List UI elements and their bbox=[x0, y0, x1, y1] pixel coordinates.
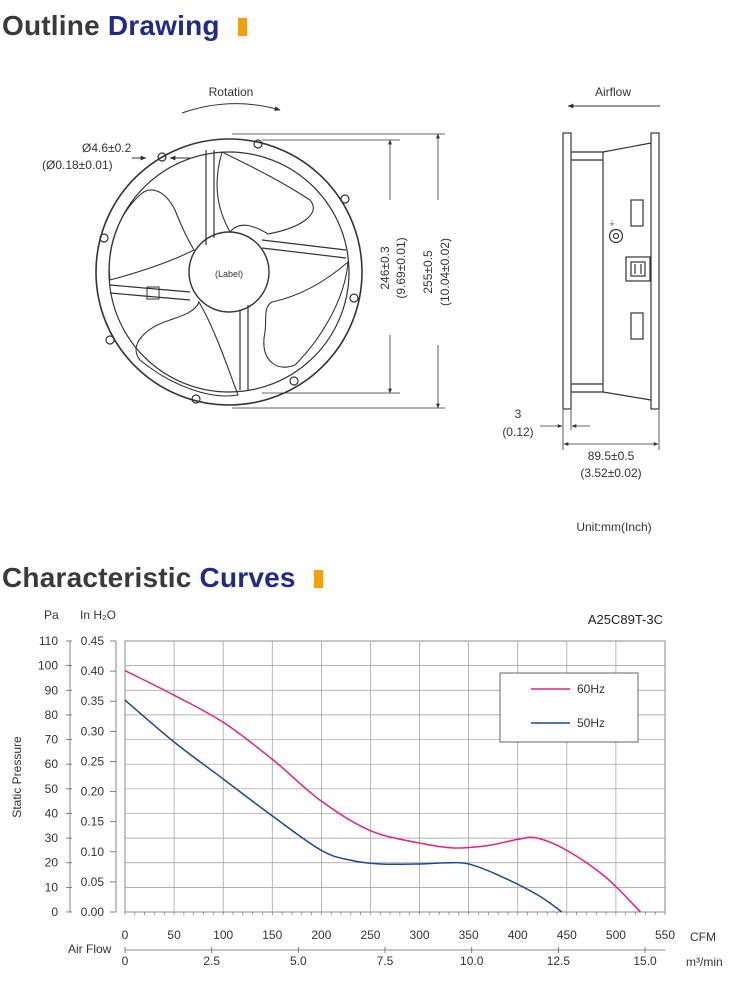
characteristic-chart bbox=[0, 600, 750, 1000]
title-word-1: Outline bbox=[2, 10, 100, 41]
x-tick-label-cfm: 100 bbox=[213, 928, 234, 942]
y-tick-label-inh2o: 0.30 bbox=[80, 724, 104, 739]
y-tick-label-pa: 110 bbox=[38, 634, 58, 648]
y-tick-label-inh2o: 0.45 bbox=[80, 634, 104, 648]
x-tick-label-cfm: 0 bbox=[121, 928, 129, 942]
x-unit-cfm: CFM bbox=[690, 930, 716, 944]
outer-dim-in: (10.04±0.02) bbox=[438, 238, 452, 306]
title-word-1: Characteristic bbox=[2, 562, 192, 593]
characteristic-curves-title bbox=[2, 562, 323, 594]
x-tick-label-m3: 15.0 bbox=[633, 954, 657, 968]
x-tick-label-cfm: 300 bbox=[409, 928, 430, 942]
legend-label-50hz: 50Hz bbox=[577, 716, 606, 730]
y-tick-label-inh2o: 0.00 bbox=[80, 905, 104, 919]
y-tick-label-inh2o: 0.25 bbox=[80, 754, 104, 769]
y-tick-label-pa: 10 bbox=[44, 880, 58, 895]
y-tick-label-pa: 70 bbox=[44, 732, 58, 747]
x-tick-label-cfm: 500 bbox=[605, 928, 626, 942]
rotation-arrow bbox=[182, 104, 280, 113]
y-unit-inh2o: In H₂O bbox=[80, 608, 116, 622]
y-tick-label-inh2o: 0.05 bbox=[80, 874, 104, 889]
y-unit-pa: Pa bbox=[44, 608, 59, 622]
x-tick-label-m3: 12.5 bbox=[546, 954, 571, 968]
depth-in: (3.52±0.02) bbox=[580, 466, 642, 480]
hole-dim-mm: Ø4.6±0.2 bbox=[82, 141, 132, 155]
outline-drawing-title bbox=[2, 10, 247, 42]
x-tick-label-m3: 2.5 bbox=[203, 954, 221, 968]
mount-hole-icon bbox=[254, 140, 262, 148]
x-unit-m3: m³/min bbox=[686, 955, 723, 969]
dimension-lines bbox=[232, 134, 445, 408]
unit-note: Unit:mm(Inch) bbox=[576, 520, 652, 534]
x-tick-label-m3: 5.0 bbox=[290, 954, 307, 968]
y-tick-label-inh2o: 0.40 bbox=[80, 664, 104, 679]
y-tick-label-pa: 50 bbox=[44, 781, 58, 796]
y-tick-label-pa: 30 bbox=[44, 831, 58, 846]
flange-mm: 3 bbox=[514, 407, 522, 421]
hole-dim-in: (Ø0.18±0.01) bbox=[42, 158, 113, 172]
x-tick-label-cfm: 250 bbox=[360, 928, 381, 942]
rotation-label: Rotation bbox=[208, 85, 254, 99]
legend-label-60hz: 60Hz bbox=[577, 682, 606, 696]
x-tick-label-m3: 7.5 bbox=[376, 954, 394, 968]
title-accent-mark bbox=[238, 18, 247, 36]
x-tick-label-cfm: 450 bbox=[556, 928, 577, 942]
y-tick-label-pa: 0 bbox=[51, 905, 58, 919]
y-tick-label-pa: 90 bbox=[44, 683, 58, 698]
y-tick-label-pa: 100 bbox=[37, 658, 58, 673]
ground-icon: ⏚ bbox=[608, 219, 616, 228]
x-tick-label-cfm: 400 bbox=[507, 928, 528, 942]
hole-spacing-in: (9.69±0.01) bbox=[394, 237, 408, 299]
title-accent-mark bbox=[314, 570, 323, 588]
chart-model-label: A25C89T-3C bbox=[587, 612, 663, 627]
flange-in: (0.12) bbox=[502, 425, 534, 439]
legend-box bbox=[500, 673, 638, 742]
depth-mm: 89.5±0.5 bbox=[587, 449, 635, 463]
y-tick-label-pa: 80 bbox=[44, 707, 58, 722]
x-tick-label-cfm: 550 bbox=[654, 928, 676, 942]
side-dimension-lines bbox=[540, 410, 659, 450]
x-axis-title: Air Flow bbox=[68, 942, 112, 956]
y-tick-label-inh2o: 0.20 bbox=[80, 784, 104, 799]
title-word-2: Drawing bbox=[107, 10, 220, 41]
title-word-2: Curves bbox=[199, 562, 296, 593]
x-tick-label-cfm: 200 bbox=[311, 928, 332, 942]
y-tick-label-inh2o: 0.35 bbox=[80, 694, 104, 709]
x-tick-label-m3: 10.0 bbox=[460, 954, 484, 968]
series-line-50hz bbox=[125, 700, 562, 912]
y-tick-label-pa: 40 bbox=[44, 806, 58, 821]
fan-side-view bbox=[563, 133, 659, 409]
hole-spacing-mm: 246±0.3 bbox=[378, 246, 392, 290]
outer-dim-mm: 255±0.5 bbox=[421, 250, 435, 294]
x-tick-label-cfm: 350 bbox=[458, 928, 479, 942]
x-tick-label-m3: 0 bbox=[121, 954, 129, 968]
hub-label: (Label) bbox=[214, 269, 244, 279]
y-axis-title: Static Pressure bbox=[10, 736, 24, 818]
y-tick-label-inh2o: 0.10 bbox=[80, 844, 104, 859]
outline-drawing bbox=[0, 60, 750, 540]
x-tick-label-cfm: 150 bbox=[262, 928, 283, 942]
airflow-label: Airflow bbox=[594, 85, 632, 99]
y-tick-label-pa: 60 bbox=[44, 757, 58, 772]
y-tick-label-inh2o: 0.15 bbox=[80, 814, 104, 829]
x-tick-label-cfm: 50 bbox=[167, 928, 181, 942]
y-tick-label-pa: 20 bbox=[44, 855, 58, 870]
